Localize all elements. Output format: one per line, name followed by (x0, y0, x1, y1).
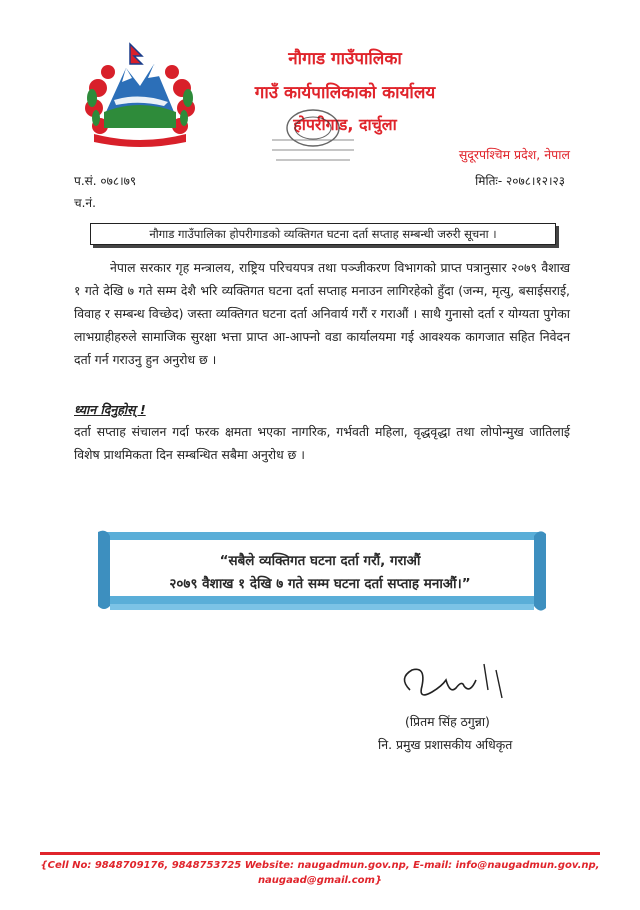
office-address: होपरीगाड, दार्चुला (293, 115, 397, 134)
attention-paragraph: दर्ता सप्ताह संचालन गर्दा फरक क्षमता भएका नागरिक, गर्भवती महिला, वृद्धवृद्धा तथा लोपोन्मुख जातिलाई विशेष प्राथमिकता दिन सम्बन्धित सबैमा अनुरोध छ । (74, 424, 570, 462)
body-paragraph: नेपाल सरकार गृह मन्त्रालय, राष्ट्रिय परिचयपत्र तथा पञ्जीकरण विभागको प्राप्त पत्रानुसार २०७९ वैशाख १ गते देखि ७ गते सम्म देशै भरि व्यक्तिगत घटना दर्ता सप्ताह मनाउन लागिरहेको हुँदा (जन्म, मृत्यु, बसाईसराई, विवाह र सम्बन्ध विच्छेद) जस्ता व्यक्तिगत घटना दर्ता अनिवार्य गरौं र गराऔं । साथै गुनासो दर्ता र योग्यता पुगेका लाभग्राहीहरुले सामाजिक सुरक्षा भत्ता प्राप्त आ-आफ्नो वडा कार्यालयमा गई आवश्यक कागजात सहित निवेदन दर्ता गर्न गराउनु हुन अनुरोध छ । (74, 260, 570, 367)
attention-heading: ध्यान दिनुहोस् ! (74, 402, 146, 417)
letter-number: प.सं. ०७८।७९ (74, 174, 137, 188)
municipality-name: नौगाड गाउँपालिका (288, 49, 402, 69)
signer-name: (प्रितम सिंह ठगुन्ना) (405, 714, 490, 729)
slogan-line-1: “सबैले व्यक्तिगत घटना दर्ता गरौं, गराऔं (219, 553, 421, 569)
signature-icon (392, 650, 522, 710)
letter-date: मितिः- २०७८।१२।२३ (475, 174, 565, 188)
province-text: सुदूरपश्चिम प्रदेश, नेपाल (458, 147, 570, 162)
footer-line-2: naugaad@gmail.com} (257, 875, 383, 886)
office-name: गाउँ कार्यपालिकाको कार्यालय (254, 83, 436, 103)
footer-contact (40, 858, 600, 888)
slogan-text (110, 550, 530, 596)
subject-box: नौगाड गाउँपालिका होपरीगाडको व्यक्तिगत घटना दर्ता सप्ताह सम्बन्धी जरुरी सूचना । (90, 223, 556, 245)
signer-designation: नि. प्रमुख प्रशासकीय अधिकृत (378, 737, 513, 752)
dispatch-number: च.नं. (74, 196, 96, 210)
nepal-emblem-icon (84, 42, 196, 148)
footer-divider (40, 852, 600, 855)
footer-line-1: {Cell No: 9848709176, 9848753725 Website: naugadmun.gov.np, E-mail: info@naugadmun.gov.np, (40, 860, 600, 871)
office-stamp-icon (258, 88, 368, 174)
slogan-line-2: २०७९ वैशाख १ देखि ७ गते सम्म घटना दर्ता सप्ताह मनाऔं।” (169, 576, 471, 592)
